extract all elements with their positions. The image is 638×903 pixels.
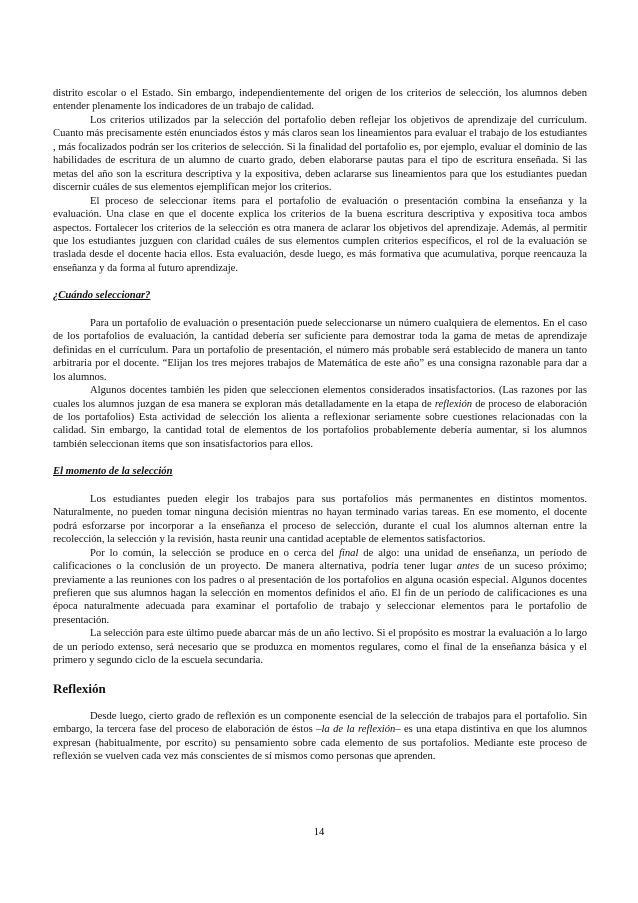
document-body [53, 87, 587, 763]
heading-when-to-select: ¿Cuándo seleccionar? [53, 290, 151, 302]
paragraph-unsatisfactory-items [53, 384, 587, 451]
paragraph-selection-times: Los estudiantes pueden elegir los trabajos para sus portafolios más permanentes en distintos momentos. Naturalmente, no pueden tomar ninguna decisión mientras no hayan terminado varias tareas. En ese momento, el docente podrá esforzarse por incorporar a la enseñanza el proceso de selección, durante el cual los alumnos alternan entre la recolección, la selección y la revisión, hasta reunir una cantidad aceptable de elementos satisfactorios. [53, 493, 587, 546]
emphasis-final: final [338, 547, 359, 559]
emphasis-reflexion: reflexión [434, 398, 473, 410]
paragraph-reflection [53, 710, 587, 764]
page-number: 14 [313, 827, 325, 838]
text-run: es una etapa distintiva en que los alumnos expresan (habitualmente, por escrito) su pensamiento sobre cada elemento de sus portafolios. Mediante este proceso de reflexión se vuelven cada vez más conscientes de sí mismos como personas que aprenden. [53, 724, 587, 763]
paragraph-criteria-origin: distrito escolar o el Estado. Sin embargo, independientemente del origen de los criterios de selección, los alumnos deben entender plenamente los indicadores de un trabajo de calidad. [53, 88, 587, 113]
paragraph-multi-year: La selección para este último puede abarcar más de un año lectivo. Si el propósito es mostrar la evaluación a lo largo de un período extenso, será necesario que se produzca en momentos regulares, como el final de la enseñanza básica y el primero y segundo ciclo de la escuela secundaria. [53, 628, 587, 667]
paragraph-number-of-items: Para un portafolio de evaluación o presentación puede seleccionarse un número cualquiera de elementos. En el caso de los portafolios de evaluación, la cantidad debería ser suficiente para demostrar toda la gama de metas de aprendizaje definidas en el currículum. Para un portafolio de presentación, el número más probable será establecido de manera un tanto arbitraria por el docente. “Elijan los tres mejores trabajos de Matemática de este año” es una consigna razonable para dar a los alumnos. [53, 317, 587, 383]
text-run: Por lo común, la selección se produce en o cerca del [90, 547, 339, 559]
heading-selection-moment: El momento de la selección [53, 466, 173, 478]
text-run: de algo: una unidad de enseñanza, un período de calificaciones o la conclusión de un proyecto. De manera alternativa, podría tener lugar [53, 547, 587, 573]
text-run: de proceso de elaboración de los portafolios) Esta actividad de selección los alienta a reflexionar seriamente sobre cuestiones relacionadas con la calidad. Sin embargo, la cantidad total de elementos de los portafolios probablemente debería aumentar, si los alumnos también seleccionan ítems que son insatisfactorios para ellos. [53, 398, 588, 450]
emphasis-la-de-la-reflexion: –la de la reflexión– [316, 724, 401, 736]
text-run: de un suceso próximo; previamente a las reuniones con los padres o al presentación de los portafolios en alguna ocasión especial. Algunos docentes prefieren que sus alumnos hagan la selección en momentos definidos el año. El fin de un período de calificaciones es una época naturalmente adecuada para examinar el portafolio de trabajo y seleccionar elementos para le portafolio de presentación. [53, 561, 587, 626]
paragraph-selection-criteria: Los criterios utilizados par la selección del portafolio deben reflejar los objetivos de aprendizaje del currículum. Cuanto más precisamente estén enunciados éstos y más claros sean los lineamientos para evaluar el trabajo de los estudiantes , más focalizados podrán ser los criterios de selección. Si la finalidad del portafolio es, por ejemplo, evaluar el dominio de las habilidades de escritura de un alumno de cuarto grado, deben elaborarse pautas para el tipo de escritura enseñada. Si las metas del año son la escritura descriptiva y la expositiva, deben aclararse sus lineamientos para que los estudiantes puedan discernir cuáles de sus elementos ejemplifican mejor los criterios. [53, 114, 587, 194]
text-run: Desde luego, cierto grado de reflexión es un componente esencial de la selección de trabajos para el portafolio. Sin embargo, la tercera fase del proceso de elaboración de éstos [53, 710, 587, 736]
paragraph-selection-end [53, 547, 587, 628]
heading-reflexion: Reflexión [53, 680, 106, 696]
emphasis-antes: antes [456, 561, 480, 573]
paragraph-teaching-evaluation: El proceso de seleccionar ítems para el portafolio de evaluación o presentación combina la enseñanza y la evaluación. Una clase en que el docente explica los criterios de la buena escritura descriptiva y expositiva toca ambos aspectos. Fortalecer los criterios de la selección es otra manera de aclarar los objetivos del aprendizaje. Además, al permitir que los estudiantes juzguen con claridad cuáles de sus elementos cumplen criterios específicos, el rol de la evaluación se traslada desde el docente hacia ellos. Esta evaluación, desde luego, es más formativa que acumulativa, porque reencauza la enseñanza y da forma al futuro aprendizaje. [53, 195, 587, 274]
text-run: Algunos docentes también les piden que seleccionen elementos considerados insatisfactorios. (Las razones por las cuales los alumnos juzgan de esa manera se exploran más detalladamente en la etapa de [53, 385, 587, 410]
